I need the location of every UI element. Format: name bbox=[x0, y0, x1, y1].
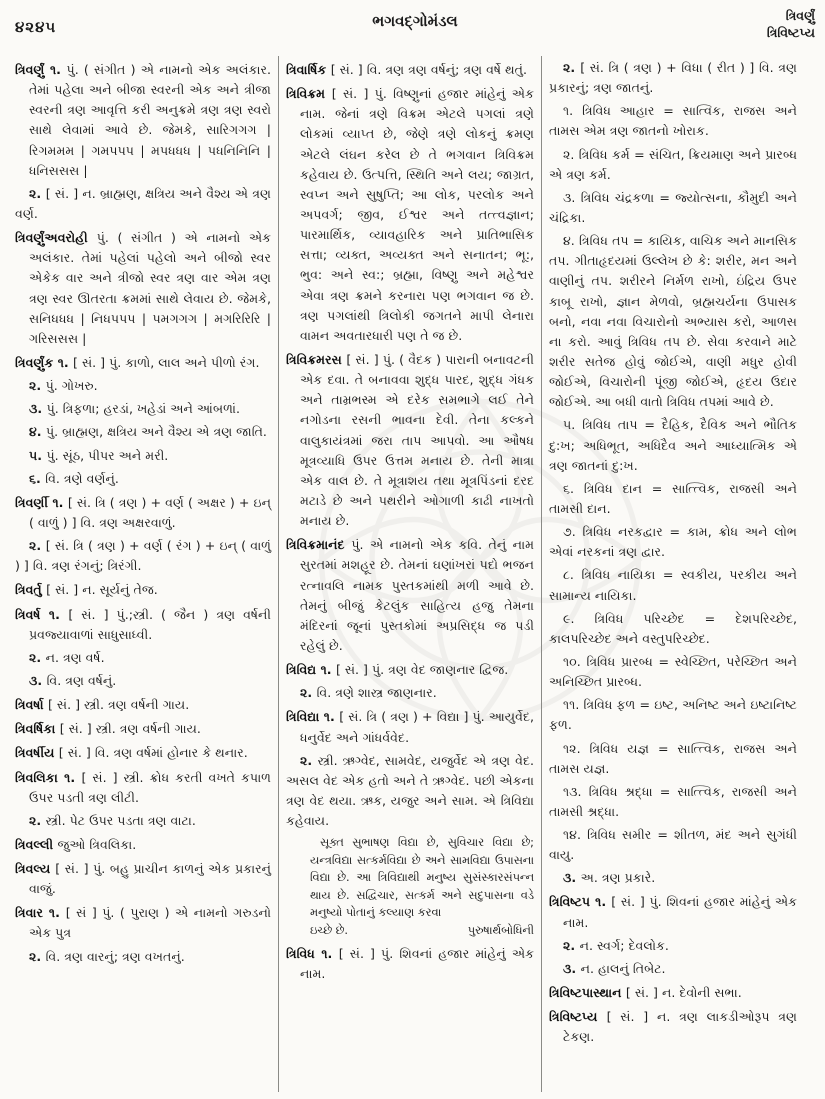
sense-number: ૨. bbox=[29, 948, 46, 964]
headword: ત્રિવિક્રમરસ bbox=[286, 351, 347, 367]
dictionary-entry: ત્રિવલિકા ૧. [ સં. ] સ્ત્રી. ક્રોધ કરતી વખતે કપાળ ઉપર પડતી ત્રણ લીટી. bbox=[15, 769, 271, 805]
headword: ત્રિવિષ્ટપાસ્થાન bbox=[549, 985, 626, 1001]
sense-number: ૧૨. bbox=[563, 740, 590, 756]
sense-number: ૩. bbox=[563, 189, 581, 205]
sense-paragraph: ૨. વિ. ત્રણ વારનું; ત્રણ વખતનું. bbox=[29, 948, 185, 964]
headword: ત્રિવિધ ૧. bbox=[286, 945, 339, 961]
headword: ત્રિવિષ્ટપ્ય bbox=[549, 1009, 607, 1025]
headword: ત્રિવલ્ય bbox=[15, 861, 56, 877]
dictionary-entry: ત્રિવાર ૧. [ સં ] પું. ( પુરાણ ) એ નામનો ગરુડનો એક પુત્ર bbox=[15, 905, 272, 941]
sub-definition: ૨. ત્રિવિધ કર્મ = સંચિત, ક્રિયમાણ અને પ્રારબ્ધ એ ત્રણ કર્મ. bbox=[549, 146, 797, 182]
dictionary-entry: ત્રિવિષ્ટપ્ય [ સં. ] ન. ત્રણ લાકડીઓરૂપ ત્રણ ટેકણ. bbox=[549, 1009, 797, 1045]
dictionary-entry: ત્રિવર્ષા [ સં. ] સ્ત્રી. ત્રણ વર્ષની ગાય. bbox=[15, 697, 190, 713]
sub-definition: ૮. ત્રિવિધ નાયિકા = સ્વકીય, પરકીય અને સામાન્ય નાયિકા. bbox=[549, 567, 797, 603]
sub-definition: ૩. ત્રિવિધ ચંદ્રકળા = જ્યોત્સના, કૌમુદી અને ચંદ્રિકા. bbox=[549, 189, 797, 225]
guide-word-top: ત્રિવર્ણું bbox=[785, 8, 815, 23]
sub-definition: ૧૧. ત્રિવિધ ફળ = ઇષ્ટ, અનિષ્ટ અને ઇષ્ટાનિષ્ટ ફળ. bbox=[549, 697, 797, 733]
headword: ત્રિવિષ્ટપ ૧. bbox=[549, 894, 612, 910]
sub-definition: ૧. ત્રિવિધ આહાર = સાત્વિક, રાજસ અને તામસ એમ ત્રણ જાતનો ખોરાક. bbox=[549, 103, 797, 139]
sense-paragraph: ૨. સ્ત્રી. ઋગ્વેદ, સામવેદ, યજુર્વેદ એ ત્રણ વેદ. અસલ વેદ એક હતો અને તે ઋગ્વેદ. પછી એકના ત્રણ વેદ થયા. ઋક, યજુર અને સામ. એ ત્રિવિદ્યા કહેવાય. bbox=[286, 752, 535, 829]
sense-paragraph: ૫. પું. સૂંઠ, પીપર અને મરી. bbox=[29, 447, 169, 463]
dictionary-entry: ત્રિવર્તુ [ સં. ] ન. સૂર્યનું તેજ. bbox=[15, 582, 158, 598]
dictionary-entry: ત્રિવર્ષ ૧. [ સં. ] પું.;સ્ત્રી. ( જૈન ) ત્રણ વર્ષની પ્રવજ્યાવાળાં સાધુસાધ્વી. bbox=[15, 606, 271, 642]
dictionary-entry: ત્રિવિક્રમાનંદ પું. એ નામનો એક કવિ. તેનું નામ સુરતમાં મશહૂર છે. તેમનાં ઘણાંખરાં પદો ભજન રત્નાવલિ નામક પુસ્તકમાંથી મળી આવે છે. તેમનું બીજું કેટલુંક સાહિત્ય હજુ તેમના મંદિરનાં જૂનાં પુસ્તકોમાં અપ્રસિદ્ધ જ પડી રહેલું છે. bbox=[286, 537, 534, 653]
sense-number: ૨. bbox=[563, 60, 581, 75]
dictionary-entry: ત્રિવલ્ય [ સં. ] પું. બહુ પ્રાચીન કાળનું એક પ્રકારનું વાજું. bbox=[15, 861, 271, 897]
sense-number: ૨. bbox=[563, 937, 580, 953]
sense-number: ૫. bbox=[29, 447, 47, 463]
sub-definition: ૯. ત્રિવિધ પરિચ્છેદ = દેશપરિચ્છેદ, કાલપરિચ્છેદ અને વસ્તુપરિચ્છેદ. bbox=[549, 610, 797, 646]
headword: ત્રિવર્તુ bbox=[15, 582, 47, 598]
headword: ત્રિવાર્ષિક bbox=[286, 62, 331, 77]
sense-number: ૨. bbox=[300, 752, 318, 768]
page-number: ૪૨૪૫ bbox=[15, 18, 57, 36]
sense-paragraph: ૨. સ્ત્રી. પેટ ઉપર પડતા ત્રણ વાટા. bbox=[29, 812, 196, 828]
dictionary-entry: ત્રિવિદ્યા ૧. [ સં. ત્રિ ( ત્રણ ) + વિદ્યા ] પું. આયુર્વેદ, ધનુર્વેદ અને ગાંધર્વવેદ. bbox=[286, 709, 534, 745]
sub-definition: ૬. ત્રિવિધ દાન = સાત્ત્વિક, રાજસી અને તામસી દાન. bbox=[549, 480, 797, 516]
sense-paragraph: ૨. વિ. ત્રણે શાસ્ત્ર જાણનાર. bbox=[300, 685, 437, 701]
sub-definition: ૫. ત્રિવિધ તાપ = દૈહિક, દૈવિક અને ભૌતિક દુ:ખ; અધિભૂત, અધિદૈવ અને આધ્યાત્મિક એ ત્રણ જાતનાં દુ:ખ. bbox=[549, 417, 798, 473]
sense-number: ૫. bbox=[563, 417, 583, 433]
dictionary-entry: ત્રિવિધ ૧. [ સં. ] પું. શિવનાં હજાર માંહેનું એક નામ. bbox=[286, 945, 534, 981]
headword: ત્રિવર્ષા bbox=[15, 697, 48, 713]
dictionary-title: ભગવદ્ગોમંડલ bbox=[372, 12, 458, 30]
sense-number: ૨. bbox=[29, 538, 46, 554]
sub-definition: ૧૦. ત્રિવિધ પ્રારબ્ધ = સ્વેચ્છિત, પરેચ્છિત અને અનિચ્છિત પ્રારબ્ધ. bbox=[549, 653, 798, 690]
sense-number: ૨. bbox=[563, 146, 579, 162]
dictionary-entry: ત્રિવાર્ષિક [ સં. ] વિ. ત્રણ ત્રણ વર્ષનું; ત્રણ વર્ષે થતું. bbox=[286, 62, 528, 77]
headword: ત્રિવિક્રમાનંદ bbox=[286, 537, 352, 553]
sense-paragraph: ૨. [ સં. ત્રિ ( ત્રણ ) + વિધા ( રીત ) ] વિ. ત્રણ પ્રકારનું; ત્રણ જાતનું. bbox=[549, 60, 797, 96]
sense-number: ૧૩. bbox=[563, 783, 589, 799]
sense-number: ૬. bbox=[563, 480, 584, 496]
sub-definition: ૧૩. ત્રિવિધ શ્રદ્ધા = સાત્ત્વિક, રાજસી અને તામસી શ્રદ્ધા. bbox=[549, 783, 797, 819]
sub-definition: ૧૨. ત્રિવિધ યજ્ઞ = સાત્ત્વિક, રાજસ અને તામસ યજ્ઞ. bbox=[549, 740, 797, 776]
guide-words bbox=[695, 8, 815, 42]
sense-number: ૧. bbox=[563, 103, 583, 119]
dictionary-entry: ત્રિવર્ષીય [ સં. ] વિ. ત્રણ વર્ષમાં હોનાર કે થનાર. bbox=[15, 745, 248, 761]
sense-number: ૪. bbox=[563, 233, 580, 249]
column-1 bbox=[15, 56, 278, 1092]
sense-number: ૧૧. bbox=[563, 697, 584, 713]
headword: ત્રિવર્ણુંઅવરોહી bbox=[15, 230, 97, 246]
sense-paragraph: ૨. ન. સ્વર્ગ; દેવલોક. bbox=[563, 937, 669, 953]
sense-number: ૭. bbox=[563, 524, 583, 540]
dictionary-entry: ત્રિવિષ્ટપાસ્થાન [ સં. ] ન. દેવોની સભા. bbox=[549, 985, 742, 1001]
headword: ત્રિવિદ્યા ૧. bbox=[286, 709, 340, 725]
headword: ત્રિવર્ષ ૧. bbox=[15, 606, 69, 622]
sense-paragraph: ૬. વિ. ત્રણે વર્ણનું. bbox=[29, 470, 119, 486]
sense-paragraph: ૩. ન. હાલનું તિબેટ. bbox=[563, 960, 666, 976]
sense-number: ૯. bbox=[563, 610, 595, 626]
sense-number: ૨. bbox=[29, 378, 46, 394]
column-3 bbox=[541, 56, 804, 1092]
sense-number: ૩. bbox=[29, 672, 47, 688]
headword: ત્રિવિક્રમ bbox=[286, 86, 332, 102]
dictionary-entry: ત્રિવિદ્ય ૧. [ સં. ] પું. ત્રણ વેદ જાણનાર દ્વિજ. bbox=[286, 662, 509, 678]
column-2 bbox=[278, 56, 541, 1092]
sense-number: ૮. bbox=[563, 567, 582, 583]
sense-number: ૬. bbox=[29, 470, 46, 486]
sense-paragraph: ૩. વિ. ત્રણ વર્ષનું. bbox=[29, 672, 117, 688]
sense-paragraph: ૩. અ. ત્રણ પ્રકારે. bbox=[563, 870, 656, 886]
page-header bbox=[15, 8, 815, 54]
sub-definition: ૭. ત્રિવિધ નરકદ્વાર = કામ, ક્રોધ અને લોભ એવાં નરકનાં ત્રણ દ્વાર. bbox=[549, 524, 797, 560]
dictionary-entry: ત્રિવિક્રમ [ સં. ] પું. વિષ્ણુનાં હજાર માંહેનું એક નામ. જેનાં ત્રણે વિક્રમ એટલે પગલાં ત્રણે લોકમાં વ્યાપ્ત છે, જેણે ત્રણે લોકનું ક્રમણ એટલે લંઘન કરેલ છે તે ભગવાન ત્રિવિક્રમ કહેવાય છે. ઉત્પત્તિ, સ્થિતિ અને લય; જાગ્રત, સ્વપ્ન અને સુષુપ્તિ; આ લોક, પરલોક અને અપવર્ગ; જીવ, ઈશ્વર અને તત્ત્વજ્ઞાન; પારમાર્થિક, વ્યાવહારિક અને પ્રાતિભાસિક સત્તા; વ્યક્ત, અવ્યક્ત અને સનાતન; ભૂ:, ભુવ: અને સ્વ:; બ્રહ્મા, વિષ્ણુ અને મહેશ્વર એવા ત્રણ ક્રમને કરનારા પણ ભગવાન જ છે. ત્રણ પગલાંથી ત્રિલોકી જગતને માપી લેનારા વામન અવતારધારી પણ તે જ છે. bbox=[286, 86, 534, 343]
sense-number: ૨. bbox=[300, 685, 317, 701]
headword: ત્રિવિદ્ય ૧. bbox=[286, 662, 336, 678]
dictionary-entry: ત્રિવર્ણી ૧. [ સં. ત્રિ ( ત્રણ ) + વર્ણ ( અક્ષર ) + ઇન્ ( વાળું ) ] વિ. ત્રણ અક્ષરવાળું. bbox=[15, 494, 271, 530]
guide-word-bottom: ત્રિવિષ્ટપ્ય bbox=[766, 24, 815, 40]
headword: ત્રિવલ્લી bbox=[15, 836, 58, 852]
sense-paragraph: ૨. ન. ત્રણ વર્ષ. bbox=[29, 649, 105, 665]
text-columns bbox=[15, 56, 815, 1092]
quote-end-text: ઇચ્છે છે. bbox=[310, 923, 348, 937]
sense-number: ૨. bbox=[29, 185, 46, 201]
sense-paragraph: ૩. પું. ત્રિફળા; હરડાં, ખહેડાં અને આંબળાં. bbox=[29, 401, 240, 417]
dictionary-entry: ત્રિવર્ણુંઅવરોહી પું. ( સંગીત ) એ નામનો એક અલંકાર. તેમાં પહેલાં પહેલો અને બીજો સ્વર એકેક વાર અને ત્રીજો સ્વર ત્રણ વાર એમ ત્રણ ત્રણ સ્વર ઊતરતા ક્રમમાં સાથે લેવાય છે. જેમકે, સનિધધધ | નિધપપપ | પમગગગ | મગરિરિરિ | ગરિસસસ | bbox=[15, 230, 271, 346]
sense-number: ૧૦. bbox=[563, 653, 587, 669]
sense-number: ૩. bbox=[29, 401, 47, 417]
sense-paragraph: ૪. પું. બ્રાહ્મણ, ક્ષત્રિય અને વૈશ્ય એ ત્રણ જાતિ. bbox=[29, 424, 267, 440]
sense-paragraph: ૨. પું. ગોખરુ. bbox=[29, 378, 98, 394]
sense-paragraph: ૨. [ સં. ] ન. બ્રાહ્મણ, ક્ષત્રિય અને વૈશ્ય એ ત્રણ વર્ણ. bbox=[15, 185, 272, 221]
dictionary-entry: ત્રિવિક્રમરસ [ સં. ] પું. ( વૈદક ) પારાની બનાવટની એક દવા. તે બનાવવા શુદ્ધ પારદ, શુદ્ધ ગંધક અને તામ્રભસ્મ એ દરેક સમભાગે લઈ તેને નગોડના રસની ભાવના દેવી. તેના કલ્કને વાલુકાયંત્રમાં જરા તાપ આપવો. આ ઔષધ મૂત્રવ્યાધિ ઉપર ઉત્તમ મનાય છે. તેની માત્રા એક વાલ છે. તે મૂત્રાશય તથા મૂત્રપિંડનાં દરદ મટાડે છે અને પથરીને ઓગાળી કાઢી નાખતો મનાય છે. bbox=[286, 351, 534, 529]
headword: ત્રિવર્ષીય bbox=[15, 745, 59, 761]
headword: ત્રિવાર ૧. bbox=[15, 905, 66, 921]
headword: ત્રિવર્ણી ૧. bbox=[15, 494, 68, 510]
sense-paragraph: ૨. [ સં. ત્રિ ( ત્રણ ) + વર્ણ ( રંગ ) + ઇન્ ( વાળું ) ] વિ. ત્રણ રંગનું; ત્રિરંગી. bbox=[15, 538, 272, 574]
sub-definition: ૧૪. ત્રિવિધ સમીર = શીતળ, મંદ અને સુગંધી વાયુ. bbox=[549, 827, 797, 863]
sub-definition: ૪. ત્રિવિધ તપ = કાયિક, વાચિક અને માનસિક તપ. ગીતાહૃદયમાં ઉલ્લેખ છે કે: શરીર, મન અને વાણીનું તપ. શરીરને નિર્મળ રાખો, ઇંદ્રિય ઉપર કાબૂ રાખો, જ્ઞાન મેળવો, બ્રહ્મચર્યના ઉપાસક બનો, નવા નવા વિચારોનો અભ્યાસ કરો, આળસ ના કરો. આવું ત્રિવિધ તપ છે. સેવા કરવાને માટે શરીર સતેજ હોવું જોઈએ, વાણી મધુર હોવી જોઈએ, વિચારોની પૂંજી જોઈએ, હૃદય ઉદાર જોઈએ. આ બધી વાતો ત્રિવિધ તપમાં આવે છે. bbox=[549, 233, 797, 410]
headword: ત્રિવલિકા ૧. bbox=[15, 769, 82, 785]
headword: ત્રિવર્ણું ૧. bbox=[15, 62, 67, 77]
sense-number: ૪. bbox=[29, 424, 46, 440]
dictionary-entry: ત્રિવર્ણું ૧. પું. ( સંગીત ) એ નામનો એક અલંકાર. તેમાં પહેલા અને બીજા સ્વરની એક અને ત્રીજા સ્વરની ત્રણ આવૃત્તિ કરી અનુક્રમે ત્રણ ત્રણ સ્વરો સાથે લેવામાં આવે છે. જેમકે, સારિગગગ | રિગમમમ | ગમપપપ | મપધધધ | પધનિનિનિ | ધનિસસસ | bbox=[15, 62, 271, 178]
sense-number: ૧૪. bbox=[563, 827, 588, 843]
quote-paragraph: સૂક્ત સુભાષણ વિદ્યા છે, સુવિચાર વિદ્યા છે; યન્ત્રવિદ્યા સત્કર્મવિદ્યા છે અને સામવિદ્યા ઉપાસના વિદ્યા છે. આ ત્રિવિદ્યાથી મનુષ્ય સુસંસ્કારસંપન્ન થાય છે. સદ્વિચાર, સત્કર્મ અને સદુપાસના વડે મનુષ્યો પોતાનું કલ્યાણ કરવા bbox=[310, 836, 534, 920]
headword: ત્રિવર્ણુંક ૧. bbox=[15, 354, 74, 370]
sense-number: ૨. bbox=[29, 812, 46, 828]
dictionary-entry: ત્રિવર્ણુંક ૧. [ સં. ] પું. કાળો, લાલ અને પીળો રંગ. bbox=[15, 354, 260, 370]
quote-attribution: પુરુષાર્થબોધિની bbox=[467, 923, 534, 937]
quote-attribution-line bbox=[310, 922, 534, 940]
dictionary-entry: ત્રિવલ્લી જુઓ ત્રિવલિકા. bbox=[15, 836, 137, 852]
dictionary-entry: ત્રિવર્ષિકા [ સં. ] સ્ત્રી. ત્રણ વર્ષની ગાય. bbox=[15, 721, 201, 737]
headword: ત્રિવર્ષિકા bbox=[15, 721, 60, 737]
sense-number: ૩. bbox=[563, 960, 581, 976]
dictionary-entry: ત્રિવિષ્ટપ ૧. [ સં. ] પું. શિવનાં હજાર માંહેનું એક નામ. bbox=[549, 894, 798, 930]
sense-number: ૨. bbox=[29, 649, 46, 665]
sense-number: ૩. bbox=[563, 870, 581, 886]
